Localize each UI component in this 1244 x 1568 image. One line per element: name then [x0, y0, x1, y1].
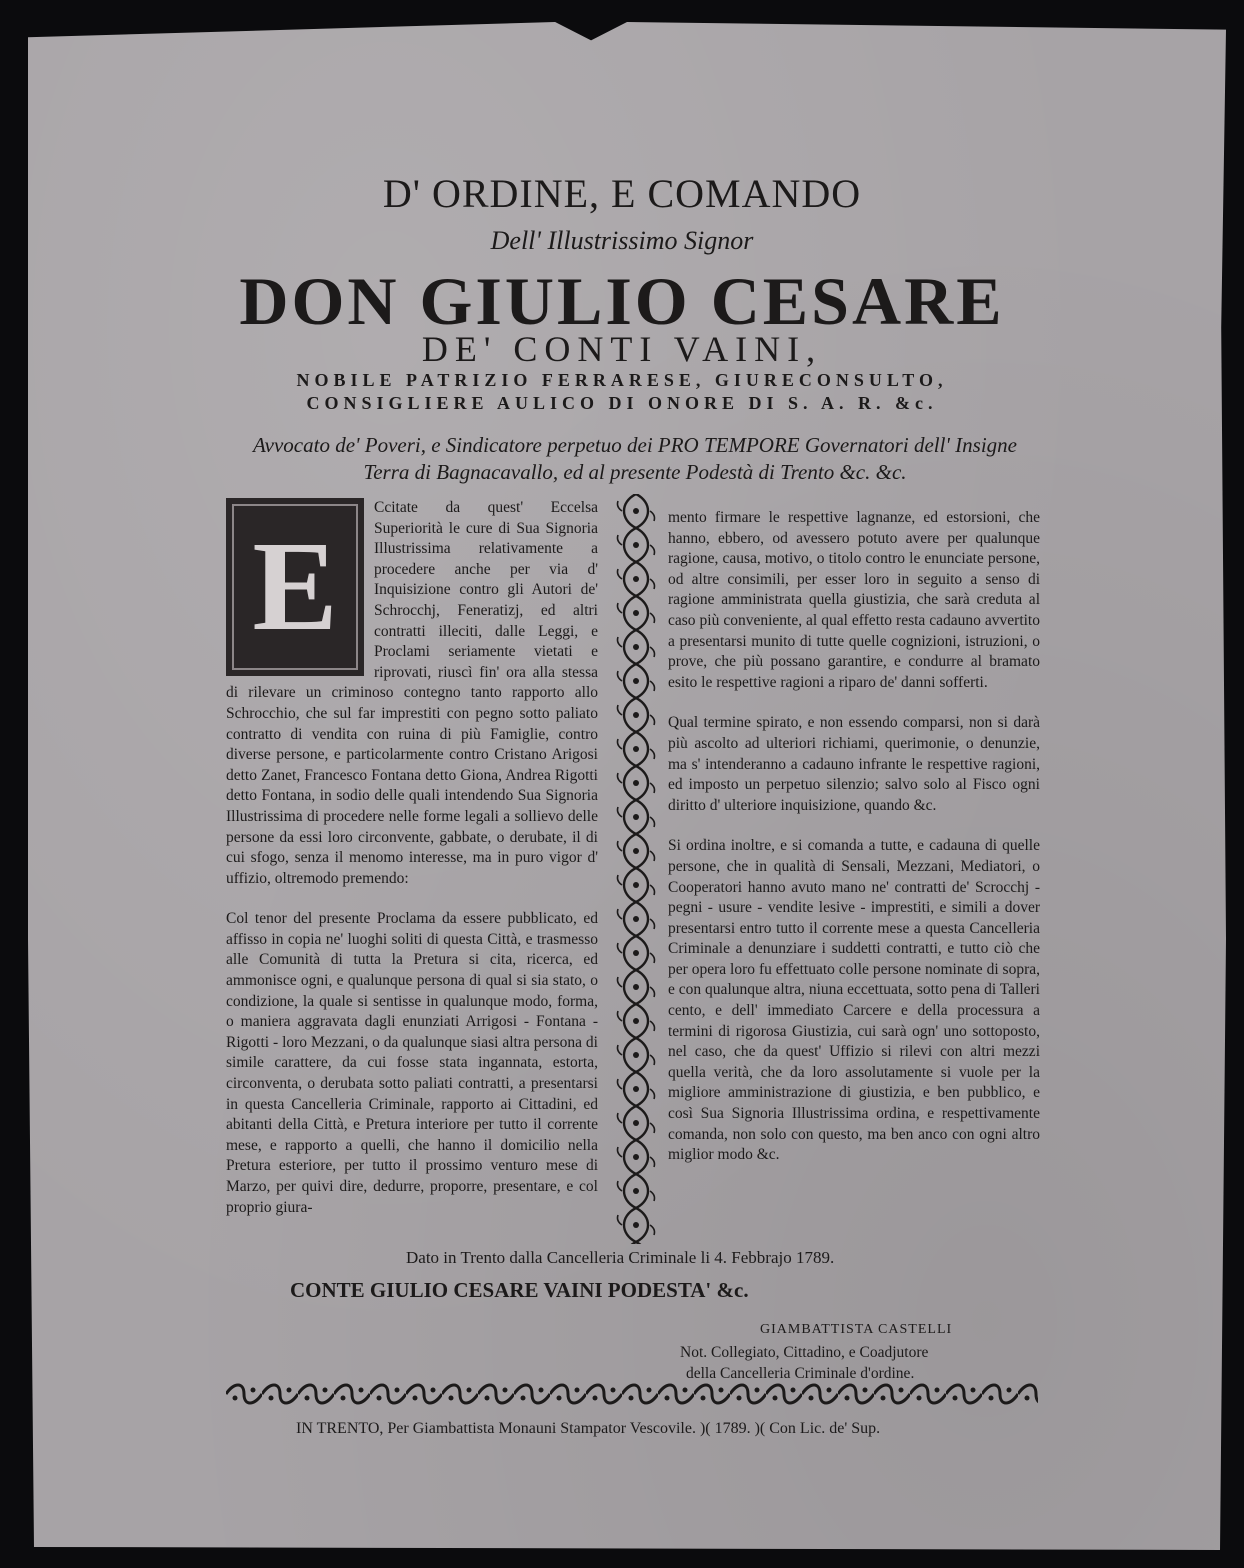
left-column	[226, 498, 598, 1218]
right-paragraph-1: mento firmare le respettive lagnanze, ed estorsioni, che hanno, ebbero, od avessero potuto avere per qualunque ragione, causa, motivo, o titolo contro le enunciate persone, od altre consimili, per esser loro in seguito a senso di ragione amministrata quella giustizia, che sarà creduta al caso più conveniente, al qual effetto resta cadauno avvertito a presentarsi munito di tutte quelle cognizioni, istruzioni, o prove, che più possano garantire, e condurre al bramato esito le respettive ragioni a riparo de' danni sofferti.	[668, 509, 1040, 691]
heading-titles-1: NOBILE PATRIZIO FERRARESE, GIURECONSULTO,	[296, 370, 948, 390]
heading-titles-2: CONSIGLIERE AULICO DI ONORE DI S. A. R. &c.	[306, 393, 938, 413]
right-column	[668, 508, 1040, 1166]
notary-title-2: della Cancelleria Criminale d'ordine.	[686, 1365, 915, 1382]
printer-imprint: IN TRENTO, Per Giambattista Monauni Stampator Vescovile. )( 1789. )( Con Lic. de' Sup.	[296, 1420, 881, 1437]
heading-name: DON GIULIO CESARE	[239, 263, 1005, 339]
dropcap-letter: E	[252, 515, 338, 657]
notary-title-1: Not. Collegiato, Cittadino, e Coadjutore	[680, 1344, 929, 1361]
notary-titles	[680, 1342, 928, 1384]
heading-line1: D' ORDINE, E COMANDO	[382, 171, 862, 216]
heading-family: DE' CONTI VAINI,	[421, 329, 823, 369]
ornamental-border	[226, 1382, 1038, 1406]
left-paragraph-2: Col tenor del presente Proclama da essere pubblicato, ed affisso in copia ne' luoghi soliti di questa Città, e trasmesso alle Comunità di tutta la Pretura si cita, ricerca, ed ammonisce ogni, e qualunque persona di qual si sia stato, o condizione, la quale si sentisse in qualunque modo, forma, o maniera aggravata dagli enunziati Arrigosi - Fontana - Rigotti - loro Mezzani, o da qualunque siasi altra persona di simile carattere, da cui fosse stata ingannata, estorta, circonventa, o derubata sotto paliati contratti, a presentarsi in questa Cancelleria Criminale, rapporto ai Cittadini, ed abitanti della Città, e Pretura interiore per tutto il corrente mese, e rapporto a quelli, che hanno il domicilio nella Pretura esteriore, per tutto il prossimo venturo mese di Marzo, per quivi dire, dedurre, proporre, presentare, e col proprio giura-	[226, 910, 598, 1216]
heading-office: Avvocato de' Poveri, e Sindicatore perpetuo dei PRO TEMPORE Governatori dell' Insigne Terra di Bagnacavallo, ed al presente Podestà di Trento &c. &c.	[252, 433, 1017, 484]
right-paragraph-3: Si ordina inoltre, e si comanda a tutte, e cadauna di quelle persone, che in qualità di Sensali, Mezzani, Mediatori, o Cooperatori hanno avuto mano ne' contratti de' Scrocchj - pegni - usure - vendite lesive - imprestiti, e simili a dover presentarsi entro tutto il corrente mese a questa Cancelleria Criminale a denunziare i suddetti contratti, e tutto ciò che per opera loro fu effettuato colle persone nominate di sopra, e con qualunque altra, niuna eccettuata, sotto pena di Talleri cento, e dell' immediato Carcere e della processura a termini di rigorosa Giustizia, cui sarà ogn' uno sottoposto, nel caso, che da quest' Uffizio si rilevi con altri mezzi quella verità, che da loro assolutamente si vuole per la migliore amministrazione di giustizia, e ben pubblico, e così Sua Signoria Illustrissima ordina, e respettivamente comanda, non solo con questo, ma ben anco con ogni altro miglior modo &c.	[668, 837, 1040, 1164]
signatory-line: CONTE GIULIO CESARE VAINI PODESTA' &c.	[290, 1278, 749, 1302]
left-paragraph-1: Ccitate da quest' Eccelsa Superiorità le cure di Sua Signoria Illustrissima relativamente a procedere anche per via d' Inquisizione contro gli Autori de' Schrocchj, Feneratizj, ed altri contratti illeciti, dalle Leggi, e Proclami seriamente vietati e riprovati, riuscì fin' ora alla stessa di rilevare un criminoso contegno tanto rapporto allo Schrocchio, che sul far imprestiti con pegno sotto paliato contratto di vendita con ruina di più Famiglie, contro diverse persone, e particolarmente contro Cristano Arigosi detto Zanet, Francesco Fontana detto Giona, Andrea Rigotti detto Fontana, in sodio delle quali intendendo Sua Signoria Illustrissima di procedere nelle forme legali a sollievo delle persone da essi loro circonvente, gabbate, o derubate, il di cui sfogo, senza il menomo interesse, ma in puro vigor d' uffizio, oltremodo premendo:	[226, 499, 598, 887]
heading-line2: Dell' Illustrissimo Signor	[490, 226, 754, 255]
dated-line: Dato in Trento dalla Cancelleria Criminale li 4. Febbrajo 1789.	[406, 1248, 835, 1267]
right-paragraph-2: Qual termine spirato, e non essendo comparsi, non si darà più ascolto ad ulteriori richiami, querimonie, o denunzie, ma s' intenderanno a cadauno infrante le respettive ragioni, ed imposto un perpetuo silenzio; salvo solo al Fisco ogni diritto d' ulteriore inquisizione, quando &c.	[668, 714, 1040, 814]
ornate-dropcap	[226, 498, 364, 676]
notary-name: GIAMBATTISTA CASTELLI	[760, 1322, 953, 1337]
ornamental-divider	[614, 494, 658, 1244]
